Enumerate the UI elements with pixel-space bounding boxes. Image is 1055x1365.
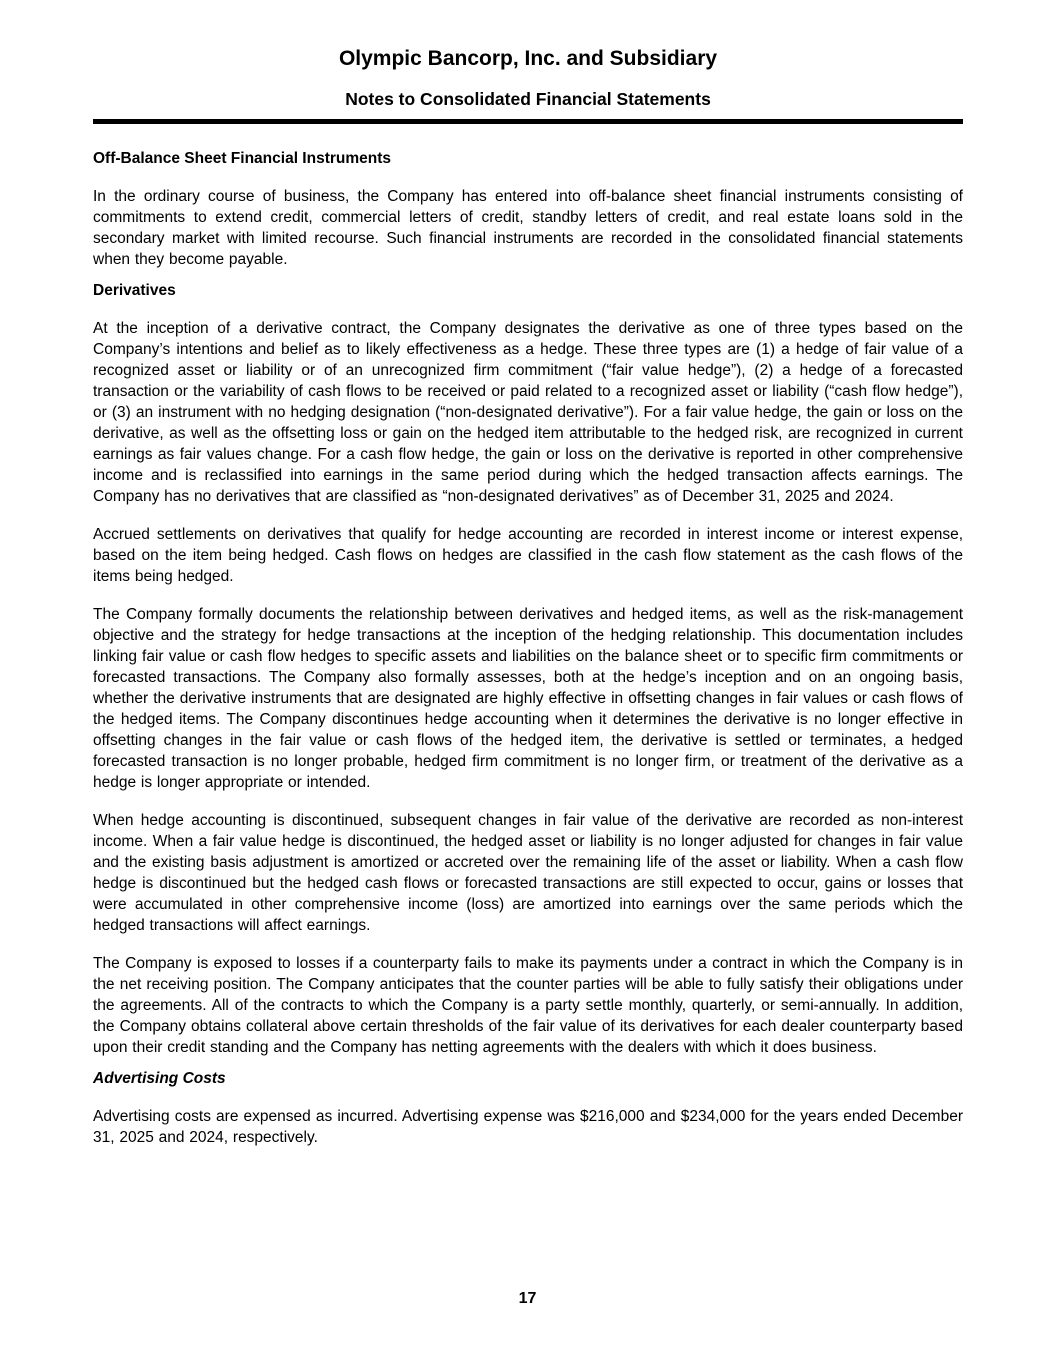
section-heading-derivatives: Derivatives <box>93 282 176 299</box>
paragraph-advertising-costs-1: Advertising costs are expensed as incurred. Advertising expense was $216,000 and $234,000 for the years ended December 31, 2025 and 2024, respectively. <box>93 1108 963 1146</box>
paragraph-derivatives-3: The Company formally documents the relationship between derivatives and hedged items, as well as the risk-management objective and the strategy for hedge transactions at the inception of the hedging relationship. This documentation includes linking fair value or cash flow hedges to specific assets and liabilities on the balance sheet or to specific firm commitments or forecasted transactions. The Company also formally assesses, both at the hedge’s inception and on an ongoing basis, whether the derivative instruments that are designated are highly effective in offsetting changes in fair values or cash flows of the hedged items. The Company discontinues hedge accounting when it determines the derivative is no longer effective in offsetting changes in the fair value or cash flows of the hedged item, the derivative is settled or terminates, a hedged forecasted transaction is no longer probable, hedged firm commitment is no longer firm, or treatment of the derivative as a hedge is longer appropriate or intended. <box>93 606 963 791</box>
header-rule <box>93 119 963 124</box>
paragraph-derivatives-2: Accrued settlements on derivatives that qualify for hedge accounting are recorded in interest income or interest expense, based on the item being hedged. Cash flows on hedges are classified in the cash flow statement as the cash flows of the items being hedged. <box>93 526 963 585</box>
document-title: Olympic Bancorp, Inc. and Subsidiary <box>338 47 718 70</box>
paragraph-derivatives-4: When hedge accounting is discontinued, subsequent changes in fair value of the derivative are recorded as non-interest income. When a fair value hedge is discontinued, the hedged asset or liability is no longer adjusted for changes in fair value and the existing basis adjustment is amortized or accreted over the remaining life of the asset or liability. When a cash flow hedge is discontinued but the hedged cash flows or forecasted transactions are still expected to occur, gains or losses that were accumulated in other comprehensive income (loss) are amortized into earnings over the same periods which the hedged transactions will affect earnings. <box>93 812 963 934</box>
document-body <box>93 148 963 1148</box>
paragraph-off-balance-sheet-1: In the ordinary course of business, the Company has entered into off-balance sheet financial instruments consisting of commitments to extend credit, commercial letters of credit, standby letters of credit, and real estate loans sold in the secondary market with limited recourse. Such financial instruments are recorded in the consolidated financial statements when they become payable. <box>93 188 963 268</box>
document-header <box>93 46 963 124</box>
paragraph-derivatives-5: The Company is exposed to losses if a counterparty fails to make its payments under a contract in which the Company is in the net receiving position. The Company anticipates that the counter parties will be able to fully satisfy their obligations under the agreements. All of the contracts to which the Company is a party settle monthly, quarterly, or semi-annually. In addition, the Company obtains collateral above certain thresholds of the fair value of its derivatives for each dealer counterparty based upon their credit standing and the Company has netting agreements with the dealers with which it does business. <box>93 955 963 1056</box>
section-heading-advertising-costs: Advertising Costs <box>93 1070 226 1087</box>
paragraph-derivatives-1: At the inception of a derivative contract, the Company designates the derivative as one of three types based on the Company’s intentions and belief as to likely effectiveness as a hedge. These three types are (1) a hedge of fair value of a recognized asset or liability or of an unrecognized firm commitment (“fair value hedge”), (2) a hedge of a forecasted transaction or the variability of cash flows to be received or paid related to a recognized asset or liability (“cash flow hedge”), or (3) an instrument with no hedging designation (“non-designated derivative”). For a fair value hedge, the gain or loss on the derivative, as well as the offsetting loss or gain on the hedged item attributable to the hedged risk, are recognized in current earnings as fair values change. For a cash flow hedge, the gain or loss on the derivative is reported in other comprehensive income and is reclassified into earnings in the same period during which the hedged transaction affects earnings. The Company has no derivatives that are classified as “non-designated derivatives” as of December 31, 2025 and 2024. <box>93 320 963 505</box>
document-subtitle: Notes to Consolidated Financial Statements <box>345 89 711 109</box>
page-number: 17 <box>518 1290 537 1307</box>
section-heading-off-balance-sheet-financial-instruments: Off-Balance Sheet Financial Instruments <box>93 150 392 167</box>
